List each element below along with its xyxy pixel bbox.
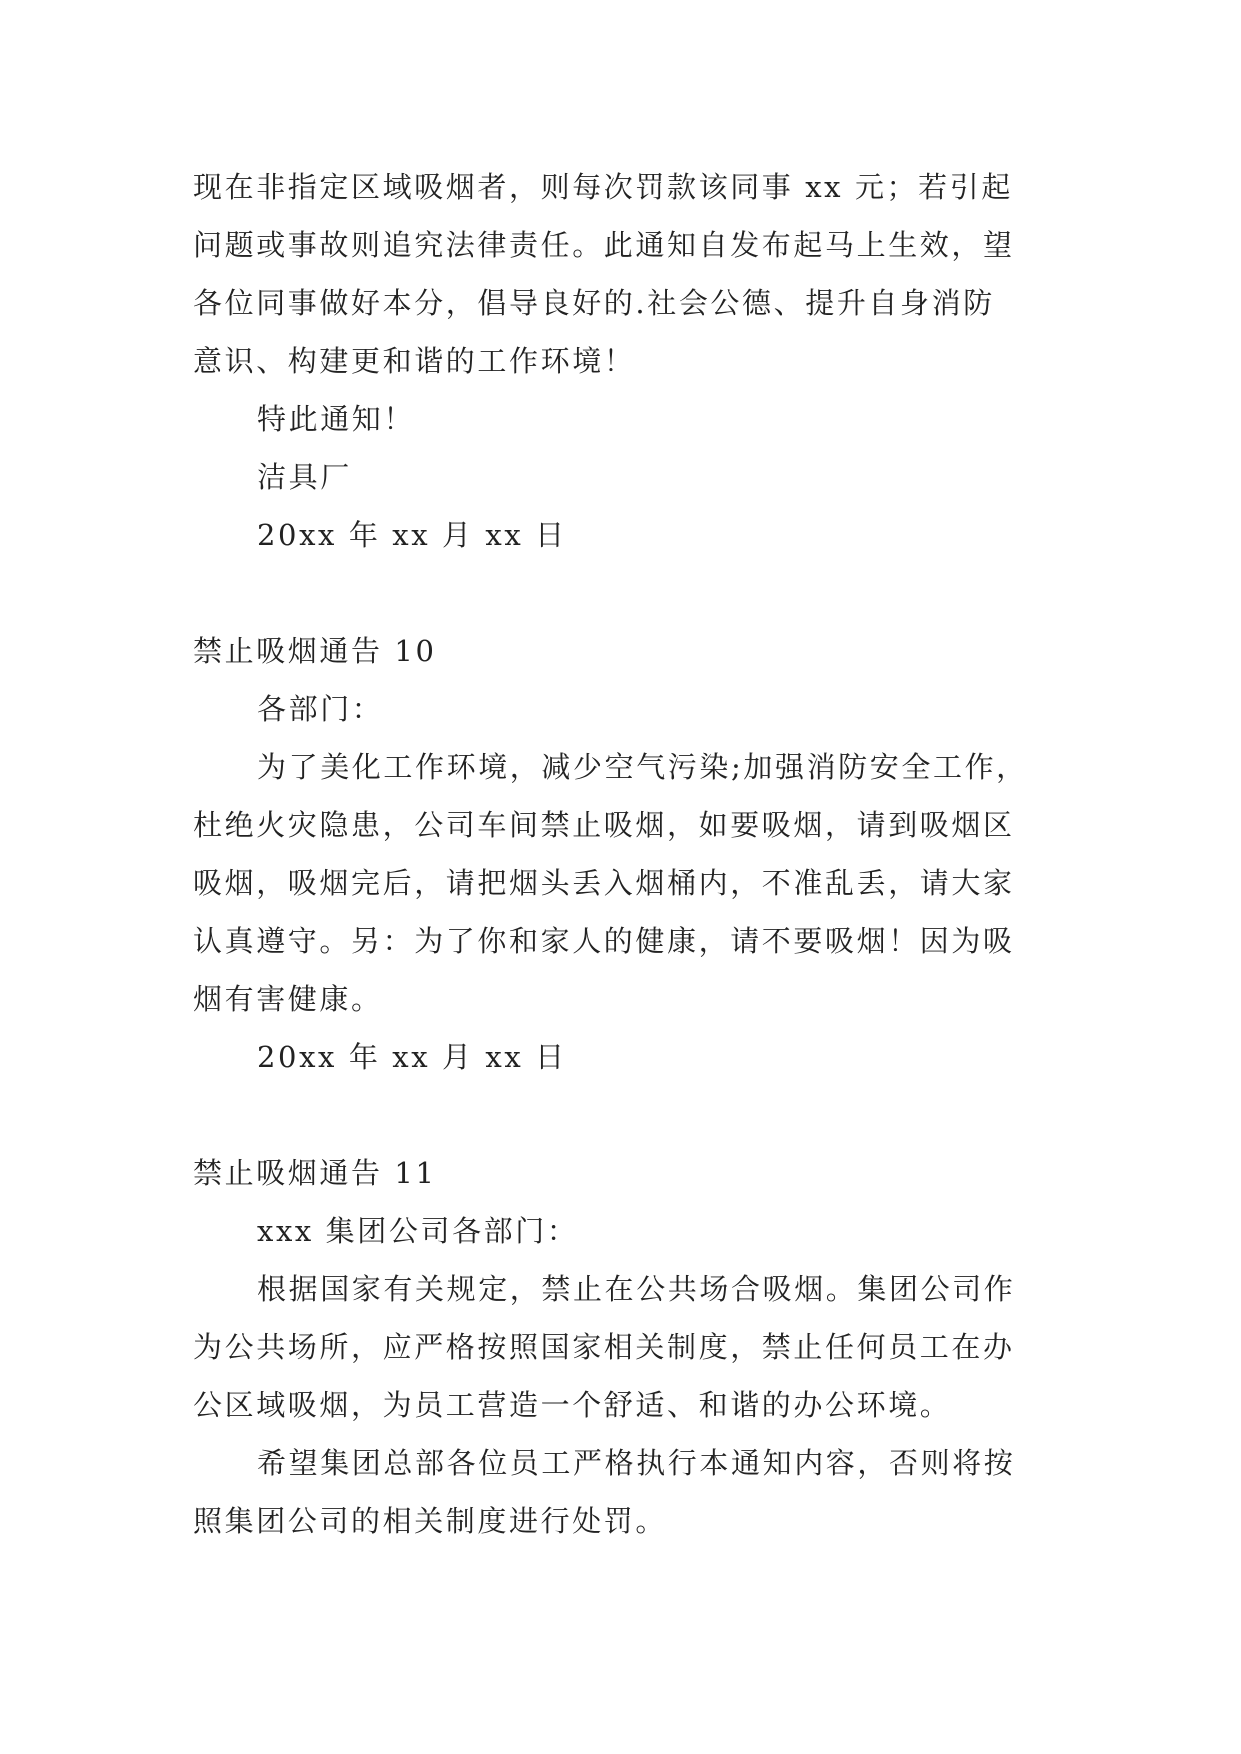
paragraph-line: 意识、构建更和谐的工作环境！ bbox=[193, 344, 636, 378]
paragraph-line: 希望集团总部各位员工严格执行本通知内容，否则将按 bbox=[257, 1446, 1016, 1480]
section-spacer bbox=[193, 1086, 1063, 1144]
paragraph-line: 认真遵守。另：为了你和家人的健康，请不要吸烟！因为吸 bbox=[193, 924, 1015, 958]
paragraph-line: 现在非指定区域吸烟者，则每次罚款该同事 xx 元；若引起 bbox=[193, 170, 1013, 204]
paragraph-line: 照集团公司的相关制度进行处罚。 bbox=[193, 1504, 668, 1538]
paragraph-line: 为了美化工作环境，减少空气污染;加强消防安全工作， bbox=[257, 750, 1028, 784]
paragraph-line: 吸烟，吸烟完后，请把烟头丢入烟桶内，不准乱丢，请大家 bbox=[193, 866, 1015, 900]
section-spacer bbox=[193, 564, 1063, 622]
paragraph-line: 各位同事做好本分，倡导良好的.社会公德、提升自身消防 bbox=[193, 286, 995, 320]
notice-11-paragraph-2 bbox=[193, 1434, 1063, 1550]
paragraph-line: 问题或事故则追究法律责任。此通知自发布起马上生效，望 bbox=[193, 228, 1015, 262]
paragraph-line: 为公共场所，应严格按照国家相关制度，禁止任何员工在办 bbox=[193, 1330, 1015, 1364]
notice-10-salutation: 各部门： bbox=[257, 692, 384, 726]
notice-9-closing: 特此通知！ bbox=[257, 402, 416, 436]
paragraph-line: 公区域吸烟，为员工营造一个舒适、和谐的办公环境。 bbox=[193, 1388, 952, 1422]
notice-10-title: 禁止吸烟通告 10 bbox=[193, 634, 437, 668]
notice-11-paragraph-1 bbox=[193, 1260, 1063, 1434]
paragraph-line: 烟有害健康。 bbox=[193, 982, 383, 1016]
notice-9-date: 20xx 年 xx 月 xx 日 bbox=[257, 518, 567, 552]
paragraph-line: 杜绝火灾隐患，公司车间禁止吸烟，如要吸烟，请到吸烟区 bbox=[193, 808, 1015, 842]
notice-10-paragraph bbox=[193, 738, 1063, 1028]
document-body bbox=[193, 158, 1063, 1550]
notice-11-title: 禁止吸烟通告 11 bbox=[193, 1156, 437, 1190]
notice-11-salutation: xxx 集团公司各部门： bbox=[257, 1214, 579, 1248]
notice-9-paragraph bbox=[193, 158, 1063, 390]
notice-9-signature: 洁具厂 bbox=[257, 460, 352, 494]
notice-10-date: 20xx 年 xx 月 xx 日 bbox=[257, 1040, 567, 1074]
paragraph-line: 根据国家有关规定，禁止在公共场合吸烟。集团公司作 bbox=[257, 1272, 1016, 1306]
